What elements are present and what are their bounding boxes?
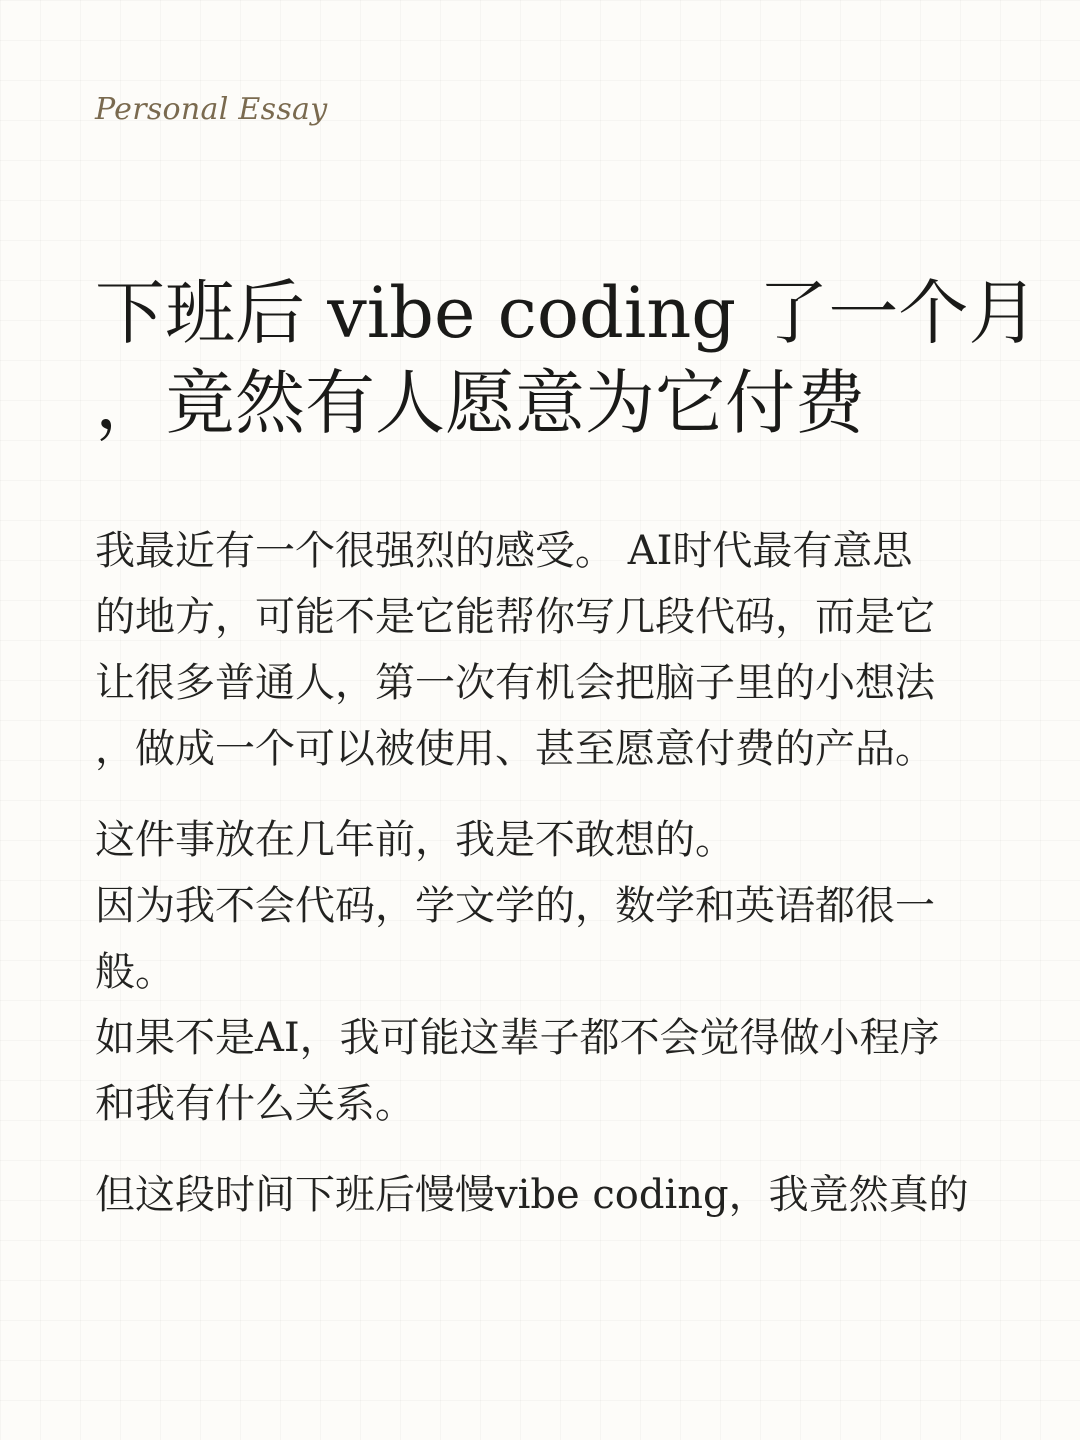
paragraph-line: ，做成一个可以被使用、甚至愿意付费的产品。 bbox=[95, 726, 935, 772]
title-line: 下班后 vibe coding 了一个月 bbox=[95, 272, 1039, 354]
paragraph-line: 般。 bbox=[95, 949, 175, 995]
category-label: Personal Essay bbox=[95, 92, 328, 127]
paragraph-line: 让很多普通人，第一次有机会把脑子里的小想法 bbox=[95, 660, 935, 706]
paragraph bbox=[95, 807, 975, 1137]
article-body bbox=[95, 518, 975, 1253]
paragraph-line: 和我有什么关系。 bbox=[95, 1081, 415, 1127]
paragraph-line: 因为我不会代码，学文学的，数学和英语都很一 bbox=[95, 883, 935, 929]
title-line: ，竟然有人愿意为它付费 bbox=[95, 362, 865, 444]
paragraph-line: 如果不是AI，我可能这辈子都不会觉得做小程序 bbox=[95, 1015, 940, 1061]
article-title bbox=[95, 268, 1039, 448]
paragraph-line: 的地方，可能不是它能帮你写几段代码，而是它 bbox=[95, 594, 935, 640]
paragraph-line: 这件事放在几年前，我是不敢想的。 bbox=[95, 817, 735, 863]
paragraph bbox=[95, 518, 975, 782]
paragraph bbox=[95, 1162, 975, 1228]
paragraph-line: 但这段时间下班后慢慢vibe coding，我竟然真的 bbox=[95, 1172, 969, 1218]
paragraph-line: 我最近有一个很强烈的感受。 AI时代最有意思 bbox=[95, 528, 913, 574]
